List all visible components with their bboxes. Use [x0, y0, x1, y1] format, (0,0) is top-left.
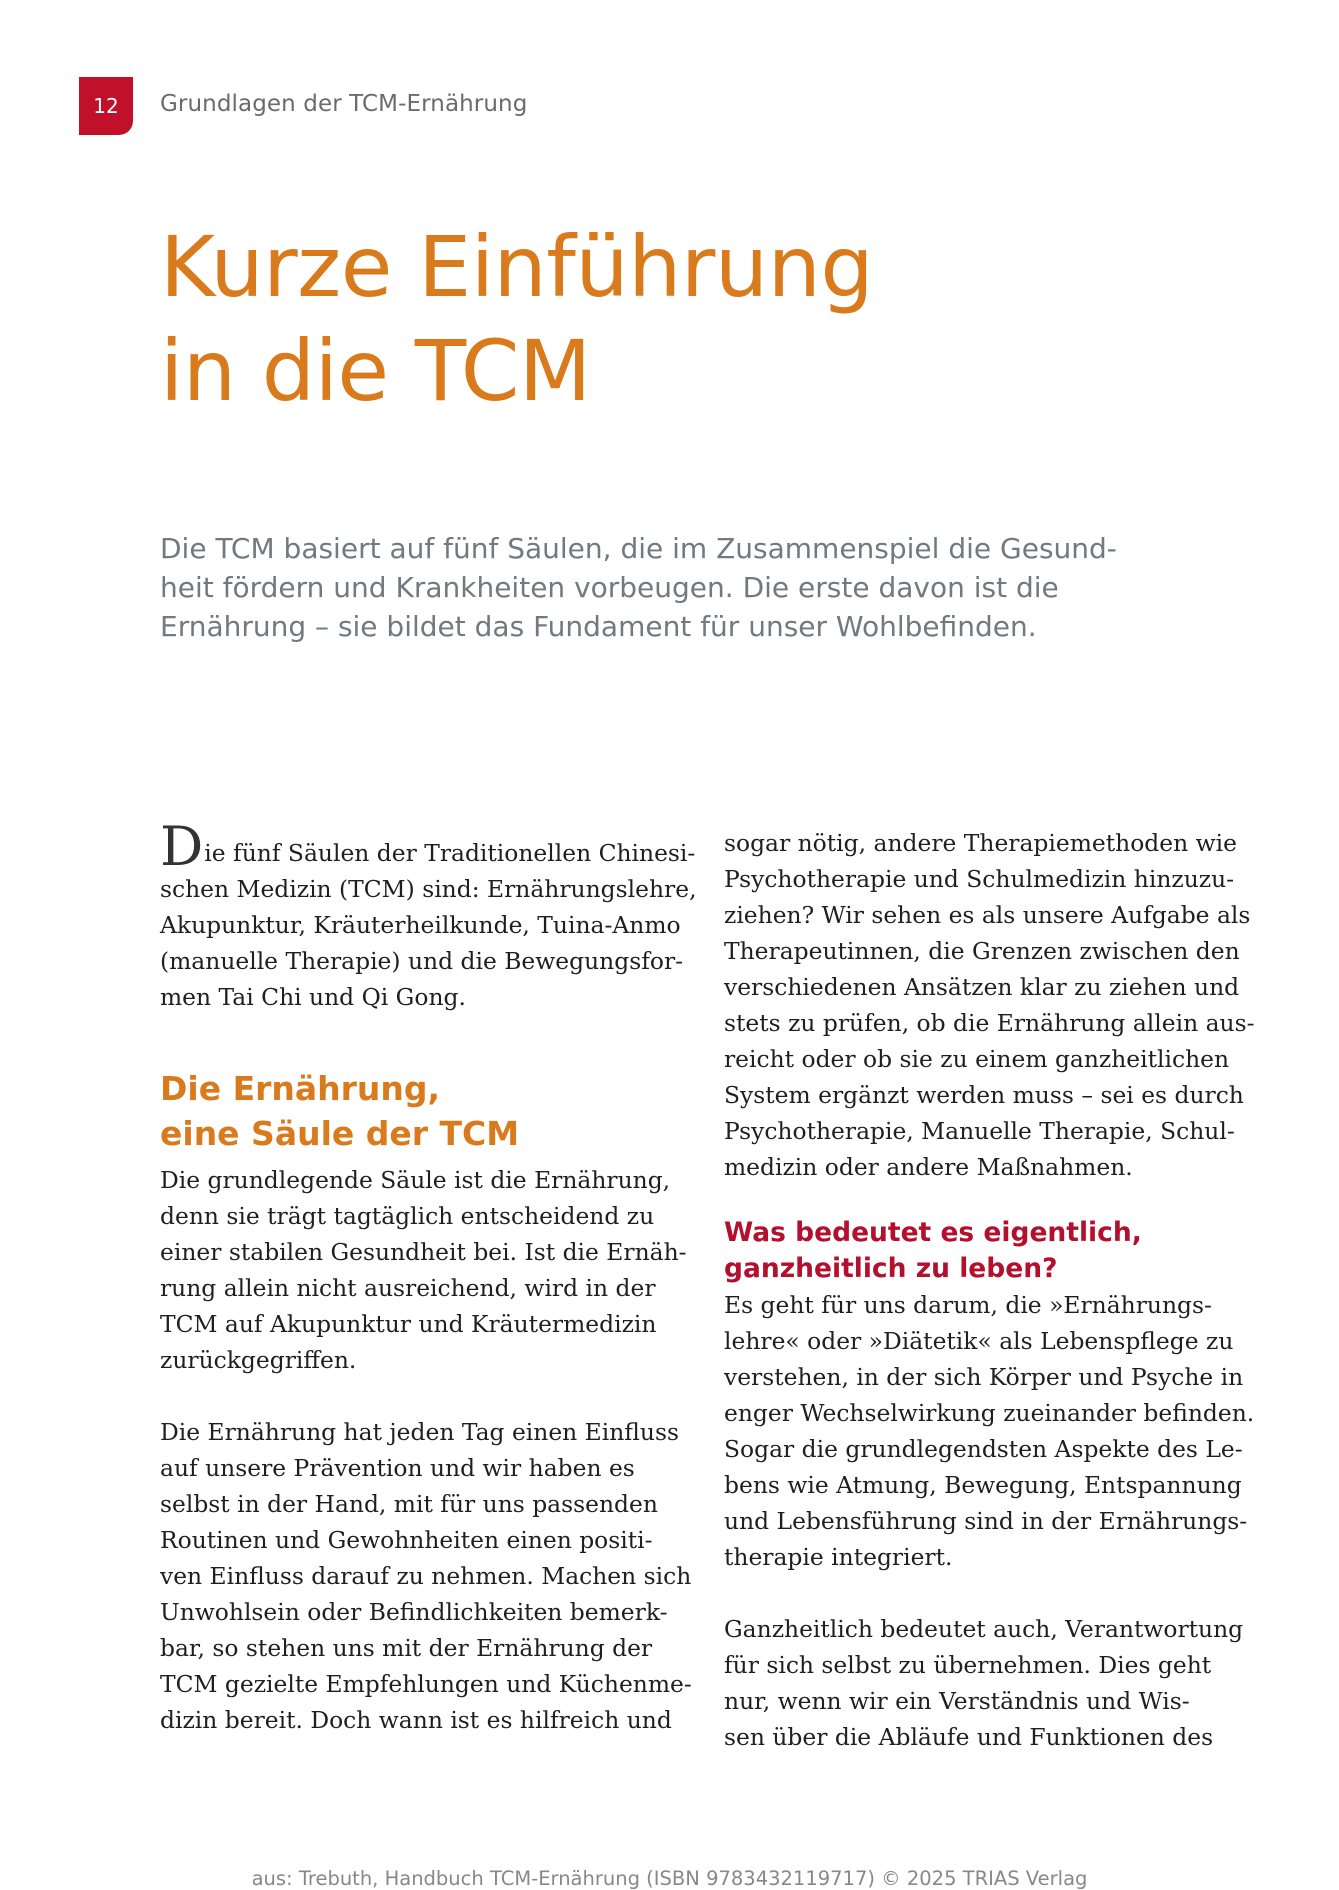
intro-line: schen Medizin (TCM) sind: Ernährungslehre, [160, 875, 697, 903]
subheading-line-2: ganzheitlich zu leben? [724, 1253, 1058, 1284]
body-line: sogar nötig, andere Therapiemethoden wie [724, 829, 1237, 857]
right-column [724, 825, 1255, 1755]
spacer [160, 1015, 680, 1066]
body-line: verstehen, in der sich Körper und Psyche in [724, 1363, 1244, 1391]
left-column [160, 815, 697, 1738]
body-line: ven Einfluss darauf zu nehmen. Machen sich [160, 1562, 692, 1590]
body-line: Sogar die grundlegendsten Aspekte des Le- [724, 1435, 1243, 1463]
subheading-line-1: Was bedeutet es eigentlich, [724, 1217, 1142, 1248]
body-line: System ergänzt werden muss – sei es durch [724, 1081, 1244, 1109]
section-heading-ernaehrung [160, 1066, 680, 1156]
body-line: bens wie Atmung, Bewegung, Entspannung [724, 1471, 1242, 1499]
body-line: Die Ernährung hat jeden Tag einen Einfluss [160, 1418, 679, 1446]
body-line: bar, so stehen uns mit der Ernährung der [160, 1634, 653, 1662]
lead-line-3: Ernährung – sie bildet das Fundament für unser Wohlbefinden. [160, 610, 1037, 643]
intro-line-1 [160, 815, 696, 878]
body-line: einer stabilen Gesundheit bei. Ist die Ernäh- [160, 1238, 687, 1266]
page-title [160, 215, 873, 423]
body-line: Ganzheitlich bedeutet auch, Verantwortung [724, 1615, 1244, 1643]
body-line: selbst in der Hand, mit für uns passenden [160, 1490, 658, 1518]
intro-paragraph [160, 815, 697, 1015]
spacer [724, 1185, 1244, 1215]
body-line: lehre« oder »Diätetik« als Lebenspflege zu [724, 1327, 1234, 1355]
body-line: medizin oder andere Maßnahmen. [724, 1153, 1133, 1181]
page-number: 12 [93, 94, 119, 118]
body-paragraph-5 [724, 1611, 1244, 1755]
page-title-line-1: Kurze Einführung [160, 218, 874, 316]
body-line: und Lebensführung sind in der Ernährungs- [724, 1507, 1248, 1535]
body-paragraph-3 [724, 825, 1255, 1185]
source-footer: aus: Trebuth, Handbuch TCM-Ernährung (ISBN 9783432119717) © 2025 TRIAS Verlag [251, 1867, 1088, 1890]
body-line: verschiedenen Ansätzen klar zu ziehen und [724, 973, 1240, 1001]
body-line: Die grundlegende Säule ist die Ernährung, [160, 1166, 671, 1194]
section-heading-line-1: Die Ernährung, [160, 1069, 441, 1108]
page-title-line-2: in die TCM [160, 322, 591, 420]
body-line: reicht oder ob sie zu einem ganzheitlichen [724, 1045, 1230, 1073]
body-line: Therapeutinnen, die Grenzen zwischen den [724, 937, 1240, 965]
lead-paragraph [160, 529, 1150, 646]
body-line: rung allein nicht ausreichend, wird in der [160, 1274, 656, 1302]
paragraph-gap [160, 1378, 680, 1414]
drop-cap: D [160, 815, 204, 878]
body-line: ziehen? Wir sehen es als unsere Aufgabe als [724, 901, 1251, 929]
body-line: für sich selbst zu übernehmen. Dies geht [724, 1651, 1212, 1679]
body-line: Routinen und Gewohnheiten einen positi- [160, 1526, 653, 1554]
body-line: TCM gezielte Empfehlungen und Küchenme- [160, 1670, 692, 1698]
page-number-badge [79, 77, 133, 135]
body-line: dizin bereit. Doch wann ist es hilfreich und [160, 1706, 672, 1734]
body-line: sen über die Abläufe und Funktionen des [724, 1723, 1214, 1751]
running-head: Grundlagen der TCM-Ernährung [160, 91, 528, 117]
body-line: TCM auf Akupunktur und Kräutermedizin [160, 1310, 657, 1338]
paragraph-gap [724, 1575, 1244, 1611]
body-line: nur, wenn wir ein Verständnis und Wis- [724, 1687, 1190, 1715]
intro-line: Akupunktur, Kräuterheilkunde, Tuina-Anmo [160, 911, 681, 939]
section-heading-line-2: eine Säule der TCM [160, 1114, 520, 1153]
body-line: auf unsere Prävention und wir haben es [160, 1454, 635, 1482]
body-line: Unwohlsein oder Befindlichkeiten bemerk- [160, 1598, 668, 1626]
body-line: stets zu prüfen, ob die Ernährung allein aus- [724, 1009, 1255, 1037]
body-line: enger Wechselwirkung zueinander befinden. [724, 1399, 1255, 1427]
lead-line-2: heit fördern und Krankheiten vorbeugen. Die erste davon ist die [160, 571, 1059, 604]
body-paragraph-1 [160, 1162, 687, 1378]
intro-line: men Tai Chi und Qi Gong. [160, 983, 466, 1011]
body-paragraph-4 [724, 1287, 1255, 1575]
body-paragraph-2 [160, 1414, 692, 1738]
body-line: denn sie trägt tagtäglich entscheidend zu [160, 1202, 655, 1230]
lead-line-1: Die TCM basiert auf fünf Säulen, die im Zusammenspiel die Gesund- [160, 532, 1117, 565]
body-line: Psychotherapie und Schulmedizin hinzuzu- [724, 865, 1235, 893]
body-line: Es geht für uns darum, die »Ernährungs- [724, 1291, 1212, 1319]
intro-line: (manuelle Therapie) und die Bewegungsfor- [160, 947, 684, 975]
body-line: Psychotherapie, Manuelle Therapie, Schul- [724, 1117, 1235, 1145]
body-line: zurückgegriffen. [160, 1346, 357, 1374]
intro-line-1-rest: ie fünf Säulen der Traditionellen Chinesi- [204, 839, 696, 867]
body-line: therapie integriert. [724, 1543, 953, 1571]
section-heading-ganzheitlich [724, 1215, 1244, 1287]
